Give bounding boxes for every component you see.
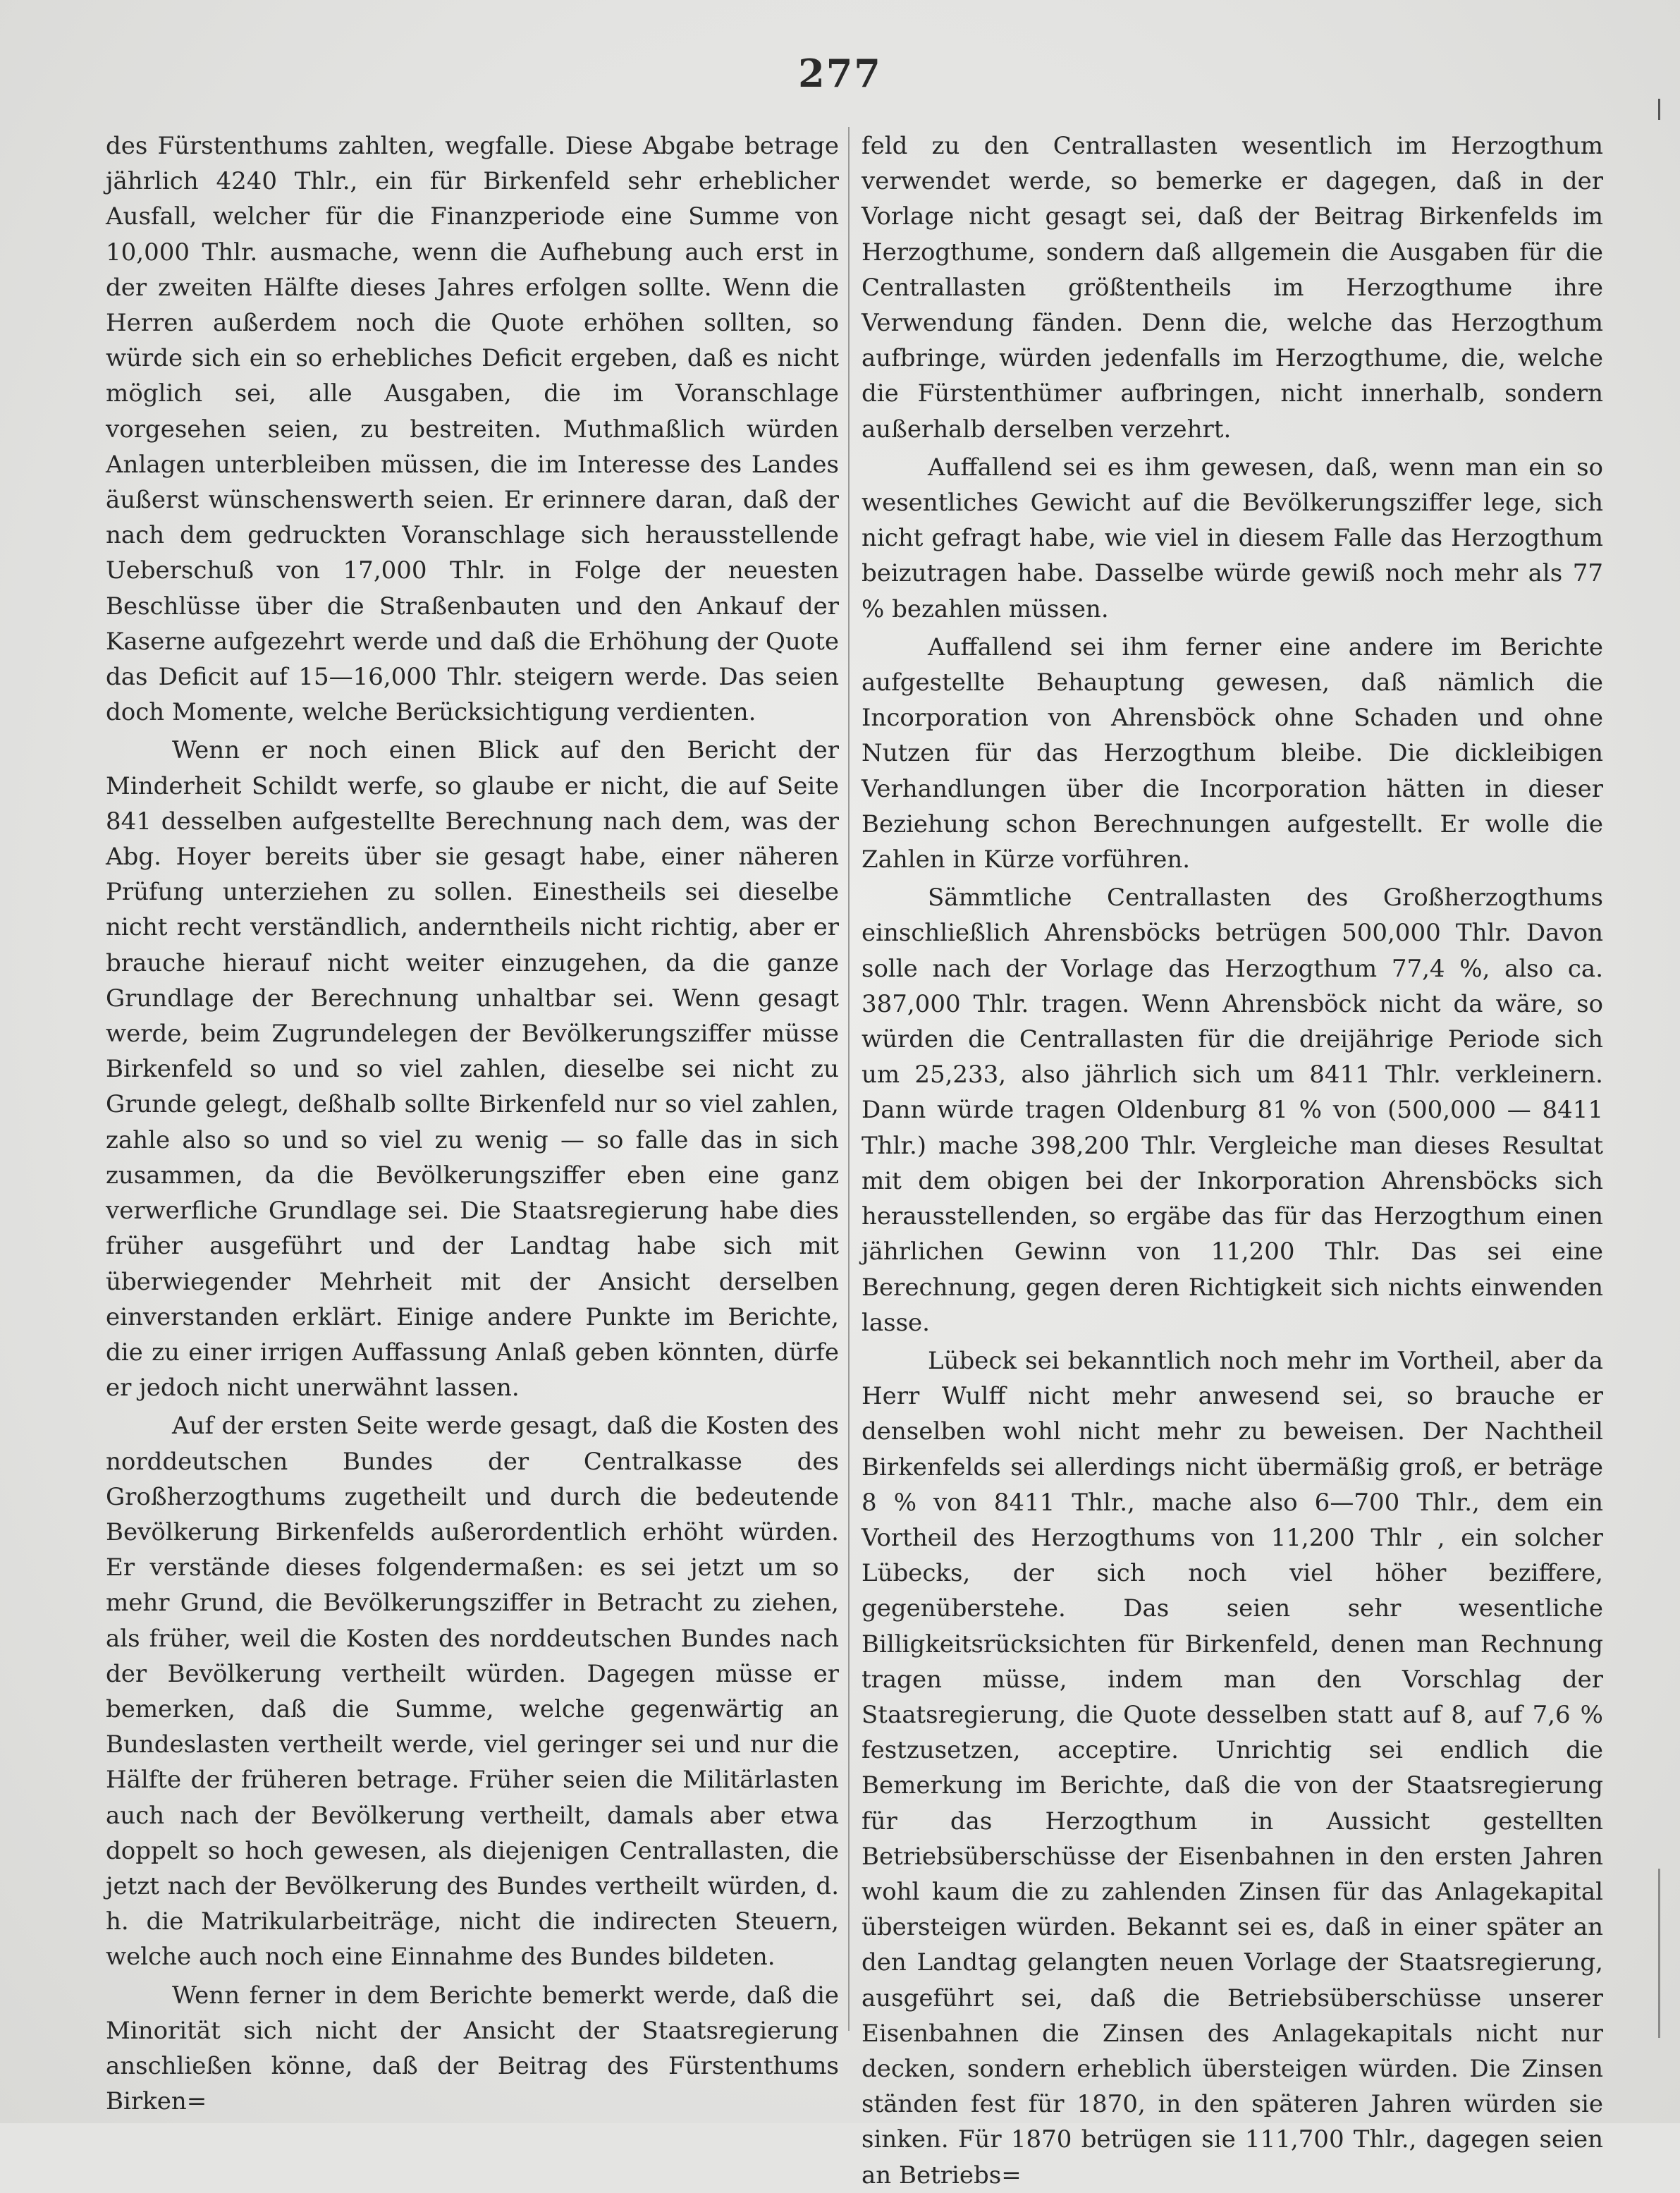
left-paragraph-1: des Fürstenthums zahlten, wegfalle. Diese Abgabe betrage jährlich 4240 Thlr., ein für Birkenfeld sehr erheblicher Ausfall, welcher für die Finanzperiode eine Summe von 10,000 Thlr. ausmache, wenn die Aufhebung auch erst in der zweiten Hälfte dieses Jahres erfolgen sollte. Wenn die Herren außerdem noch die Quote erhöhen sollten, so würde sich ein so erhebliches Deficit ergeben, daß es nicht möglich sei, alle Ausgaben, die im Voranschlage vorgesehen seien, zu bestreiten. Muthmaßlich würden Anlagen unterbleiben müssen, die im Interesse des Landes äußerst wünschenswerth seien. Er erinnere daran, daß der nach dem gedruckten Voranschlage sich herausstellende Ueberschuß von 17,000 Thlr. in Folge der neuesten Beschlüsse über die Straßenbauten und den Ankauf der Kaserne aufgezehrt werde und daß die Erhöhung der Quote das Deficit auf 15—16,000 Thlr. steigern werde. Das seien doch Momente, welche Berücksichtigung verdienten. <box>106 132 839 727</box>
right-paragraph-1: feld zu den Centrallasten wesentlich im Herzogthum verwendet werde, so bemerke er dagegen, daß in der Vorlage nicht gesagt sei, daß der Beitrag Birkenfelds im Herzogthume, sondern daß allgemein die Ausgaben für die Centrallasten größtentheils im Herzogthume ihre Verwendung fänden. Denn die, welche das Herzogthum aufbringe, würden jedenfalls im Herzogthume, die, welche die Fürstenthümer aufbringen, nicht innerhalb, sondern außerhalb derselben verzehrt. <box>862 132 1603 444</box>
right-paragraph-4: Sämmtliche Centrallasten des Großherzogthums einschließlich Ahrensböcks betrügen 500,000 Thlr. Davon solle nach der Vorlage das Herzogthum 77,4 %, also ca. 387,000 Thlr. tragen. Wenn Ahrensböck nicht da wäre, so würden die Centrallasten für die dreijährige Periode sich um 25,233, also jährlich sich um 8411 Thlr. verkleinern. Dann würde tragen Oldenburg 81 % von (500,000 — 8411 Thlr.) mache 398,200 Thlr. Vergleiche man dieses Resultat mit dem obigen bei der Inkorporation Ahrensböcks sich herausstellenden, so ergäbe das für das Herzogthum einen jährlichen Gewinn von 11,200 Thlr. Das sei eine Berechnung, gegen deren Richtigkeit sich nichts einwenden lasse. <box>862 884 1603 1337</box>
page-number: 277 <box>798 51 882 96</box>
edge-mark <box>1658 99 1660 120</box>
right-paragraph-3: Auffallend sei ihm ferner eine andere im Berichte aufgestellte Behauptung gewesen, daß nämlich die Incorporation von Ahrensböck ohne Schaden und ohne Nutzen für das Herzogthum bleibe. Die dickleibigen Verhandlungen über die Incorporation hätten in dieser Beziehung schon Berechnungen aufgestellt. Er wolle die Zahlen in Kürze vorführen. <box>862 633 1603 874</box>
left-paragraph-4: Wenn ferner in dem Berichte bemerkt werde, daß die Minorität sich nicht der Ansicht der Staatsregierung anschließen könne, daß der Beitrag des Fürstenthums Birken= <box>106 1981 839 2116</box>
edge-mark <box>1658 1869 1660 2038</box>
left-paragraph-3: Auf der ersten Seite werde gesagt, daß die Kosten des norddeutschen Bundes der Centralkasse des Großherzogthums zugetheilt und durch die bedeutende Bevölkerung Birkenfelds außerordentlich erhöht würden. Er verstände dieses folgendermaßen: es sei jetzt um so mehr Grund, die Bevölkerungsziffer in Betracht zu ziehen, als früher, weil die Kosten des norddeutschen Bundes nach der Bevölkerung vertheilt würden. Dagegen müsse er bemerken, daß die Summe, welche gegenwärtig an Bundeslasten vertheilt werde, viel geringer sei und nur die Hälfte der früheren betrage. Früher seien die Militärlasten auch nach der Bevölkerung vertheilt, damals aber etwa doppelt so hoch gewesen, als diejenigen Centrallasten, die jetzt nach der Bevölkerung des Bundes vertheilt würden, d. h. die Matrikularbeiträge, nicht die indirecten Steuern, welche auch noch eine Einnahme des Bundes bildeten. <box>106 1412 839 1972</box>
right-paragraph-5: Lübeck sei bekanntlich noch mehr im Vortheil, aber da Herr Wulff nicht mehr anwesend sei, so brauche er denselben wohl nicht mehr zu beweisen. Der Nachtheil Birkenfelds sei allerdings nicht übermäßig groß, er beträge 8 % von 8411 Thlr., mache also 6—700 Thlr., dem ein Vortheil des Herzogthums von 11,200 Thlr , ein solcher Lübecks, der sich noch viel höher beziffere, gegenüberstehe. Das seien sehr wesentliche Billigkeitsrücksichten für Birkenfeld, denen man Rechnung tragen müsse, indem man den Vorschlag der Staatsregierung, die Quote desselben statt auf 8, auf 7,6 % festzusetzen, acceptire. Unrichtig sei endlich die Bemerkung im Berichte, daß die von der Staatsregierung für das Herzogthum in Aussicht gestellten Betriebsüberschüsse der Eisenbahnen in den ersten Jahren wohl kaum die zu zahlenden Zinsen für das Anlagekapital übersteigen würden. Bekannt sei es, daß in einer später an den Landtag gelangten neuen Vorlage der Staatsregierung, ausgeführt sei, daß die Betriebsüberschüsse unserer Eisenbahnen die Zinsen des Anlagekapitals nicht nur decken, sondern erheblich übersteigen würden. Die Zinsen ständen fest für 1870, in den späteren Jahren würden sie sinken. Für 1870 betrügen sie 111,700 Thlr., dagegen seien an Betriebs= <box>862 1346 1603 2189</box>
left-paragraph-2: Wenn er noch einen Blick auf den Bericht der Minderheit Schildt werfe, so glaube er nicht, die auf Seite 841 desselben aufgestellte Berechnung nach dem, was der Abg. Hoyer bereits über sie gesagt habe, einer näheren Prüfung unterziehen zu sollen. Einestheils sei dieselbe nicht recht verständlich, anderntheils nicht richtig, aber er brauche hierauf nicht weiter einzugehen, da die ganze Grundlage der Berechnung unhaltbar sei. Wenn gesagt werde, beim Zugrundelegen der Bevölkerungsziffer müsse Birkenfeld so und so viel zahlen, dieselbe sei nicht zu Grunde gelegt, deßhalb sollte Birkenfeld nur so viel zahlen, zahle also so und so viel zu wenig — so falle das in sich zusammen, da die Bevölkerungsziffer eben eine ganz verwerfliche Grundlage sei. Die Staatsregierung habe dies früher ausgeführt und der Landtag habe sich mit überwiegender Mehrheit mit der Ansicht derselben einverstanden erklärt. Einige andere Punkte im Berichte, die zu einer irrigen Auffassung Anlaß geben könnten, dürfe er jedoch nicht unerwähnt lassen. <box>106 736 839 1403</box>
left-column <box>106 128 839 2119</box>
column-divider <box>848 127 850 2031</box>
right-paragraph-2: Auffallend sei es ihm gewesen, daß, wenn man ein so wesentliches Gewicht auf die Bevölkerungsziffer lege, sich nicht gefragt habe, wie viel in diesem Falle das Herzogthum beizutragen habe. Dasselbe würde gewiß noch mehr als 77 % bezahlen müssen. <box>862 453 1603 623</box>
right-column <box>862 128 1603 2193</box>
